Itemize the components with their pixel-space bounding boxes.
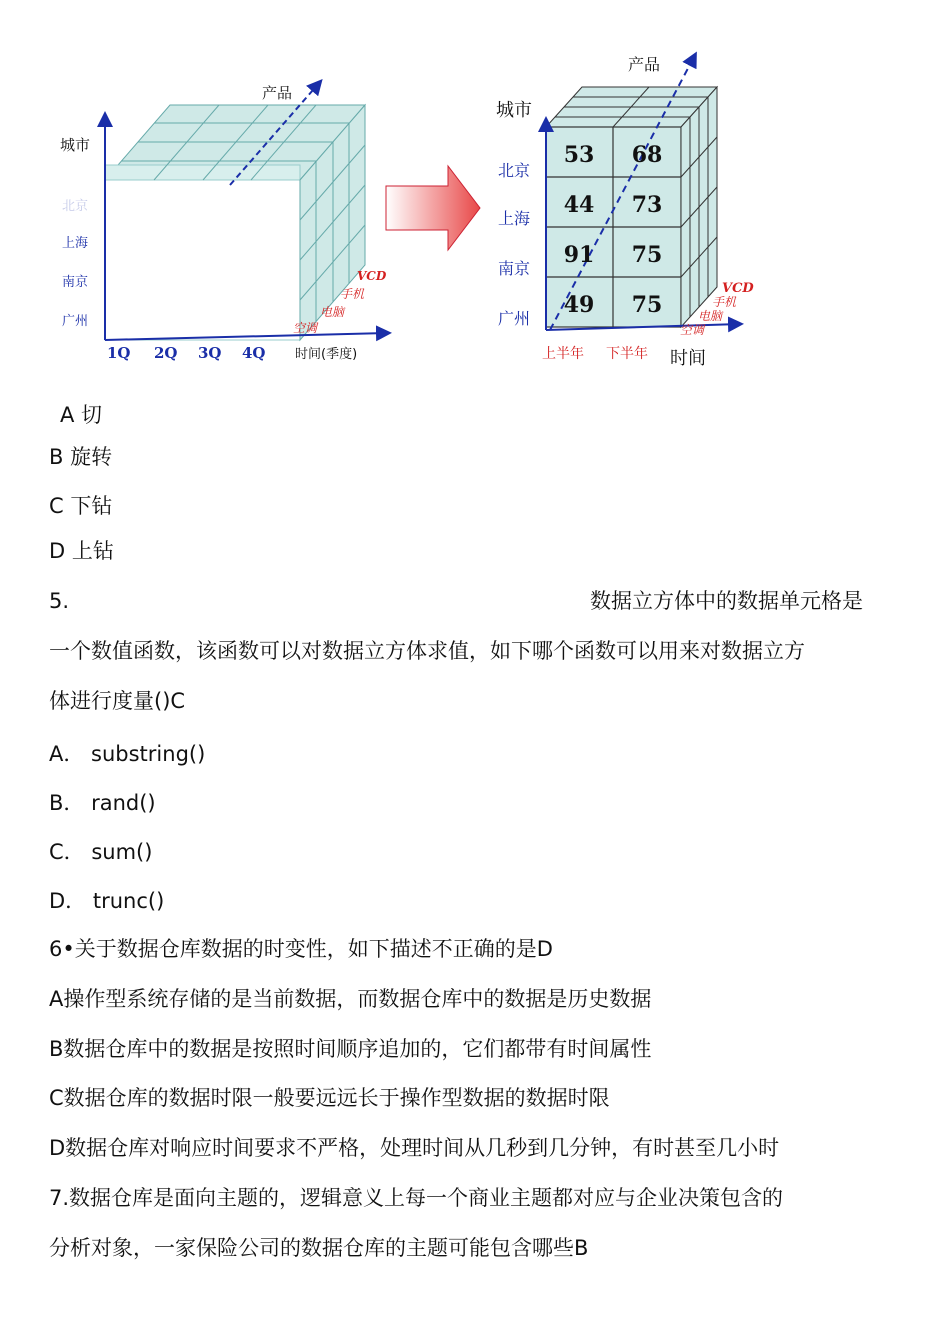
left-quarter-label: 1Q: [107, 344, 131, 362]
right-product-label: 手机: [712, 295, 737, 309]
cube-cell-value: 68: [631, 142, 663, 168]
q6-stem: 6•关于数据仓库数据的时变性，如下描述不正确的是D: [49, 937, 553, 961]
cube-cell-value: 75: [631, 292, 663, 318]
q5-option-c: C． sum(): [49, 840, 153, 864]
right-product-label: 空调: [680, 323, 705, 337]
right-product-label: 电脑: [698, 309, 723, 323]
right-city-label: 上海: [498, 209, 531, 228]
q4-option-c: C 下钻: [49, 494, 113, 518]
q5-option-a: A． substring(): [49, 742, 206, 766]
left-axis-product-label: 产品: [262, 84, 293, 102]
right-city-label: 北京: [498, 161, 531, 180]
left-axis-time-label: 时间(季度): [295, 347, 358, 362]
left-quarter-label: 2Q: [154, 344, 178, 362]
cube-cell-value: 75: [631, 242, 663, 268]
q7-stem-line1: 7.数据仓库是面向主题的，逻辑意义上每一个商业主题都对应与企业决策包含的: [49, 1186, 784, 1210]
q7-stem-line2: 分析对象，一家保险公司的数据仓库的主题可能包含哪些B: [49, 1236, 589, 1260]
left-city-label: 广州: [62, 314, 89, 329]
q5-stem-line2: 一个数值函数，该函数可以对数据立方体求值，如下哪个函数可以用来对数据立方: [49, 639, 805, 663]
q4-option-b: B 旋转: [49, 445, 113, 469]
cube-cell-value: 44: [563, 192, 595, 218]
right-axis-city-label: 城市: [496, 100, 532, 121]
right-half-label: 上半年: [542, 346, 584, 362]
q5-option-d: D． trunc(): [49, 889, 165, 913]
right-product-label: VCD: [722, 281, 754, 296]
q6-option-a: A操作型系统存储的是当前数据，而数据仓库中的数据是历史数据: [49, 987, 652, 1011]
right-axis-time-label: 时间: [670, 348, 706, 369]
cube-cell-value: 49: [563, 292, 595, 318]
left-product-label: 空调: [293, 321, 318, 335]
q5-option-b: B． rand(): [49, 791, 156, 815]
figure-svg: [50, 40, 790, 380]
q4-option-a: A 切: [60, 403, 103, 427]
olap-slice-figure: [50, 40, 790, 380]
right-half-label: 下半年: [606, 346, 648, 362]
left-city-label: 南京: [62, 275, 89, 290]
left-quarter-label: 4Q: [242, 344, 266, 362]
right-axis-product-label: 产品: [628, 55, 661, 74]
right-arrow-icon: [386, 166, 480, 250]
q6-option-c: C数据仓库的数据时限一般要远远长于操作型数据的数据时限: [49, 1086, 610, 1110]
q4-option-d: D 上钻: [49, 539, 114, 563]
q6-option-d: D数据仓库对响应时间要求不严格，处理时间从几秒到几分钟，有时甚至几小时: [49, 1136, 780, 1160]
cube-cell-value: 91: [563, 242, 595, 268]
q5-stem-line3: 体进行度量()C: [49, 689, 186, 713]
right-city-label: 广州: [498, 309, 531, 328]
left-product-label: 电脑: [320, 305, 345, 319]
left-product-label: VCD: [357, 269, 387, 283]
left-quarter-label: 3Q: [198, 344, 222, 362]
cube-cell-value: 73: [631, 192, 663, 218]
cube-cell-value: 53: [563, 142, 595, 168]
left-city-label: 上海: [62, 236, 89, 251]
right-city-label: 南京: [498, 259, 531, 278]
q5-stem-line1: 数据立方体中的数据单元格是: [590, 589, 863, 613]
left-cube-front-face: [105, 180, 300, 340]
left-axis-city-label: 城市: [60, 136, 91, 154]
q6-option-b: B数据仓库中的数据是按照时间顺序追加的，它们都带有时间属性: [49, 1037, 652, 1061]
left-city-label: 北京: [62, 199, 89, 214]
left-product-label: 手机: [340, 287, 365, 301]
left-cube: [105, 82, 388, 340]
q5-number: 5.: [49, 589, 70, 613]
